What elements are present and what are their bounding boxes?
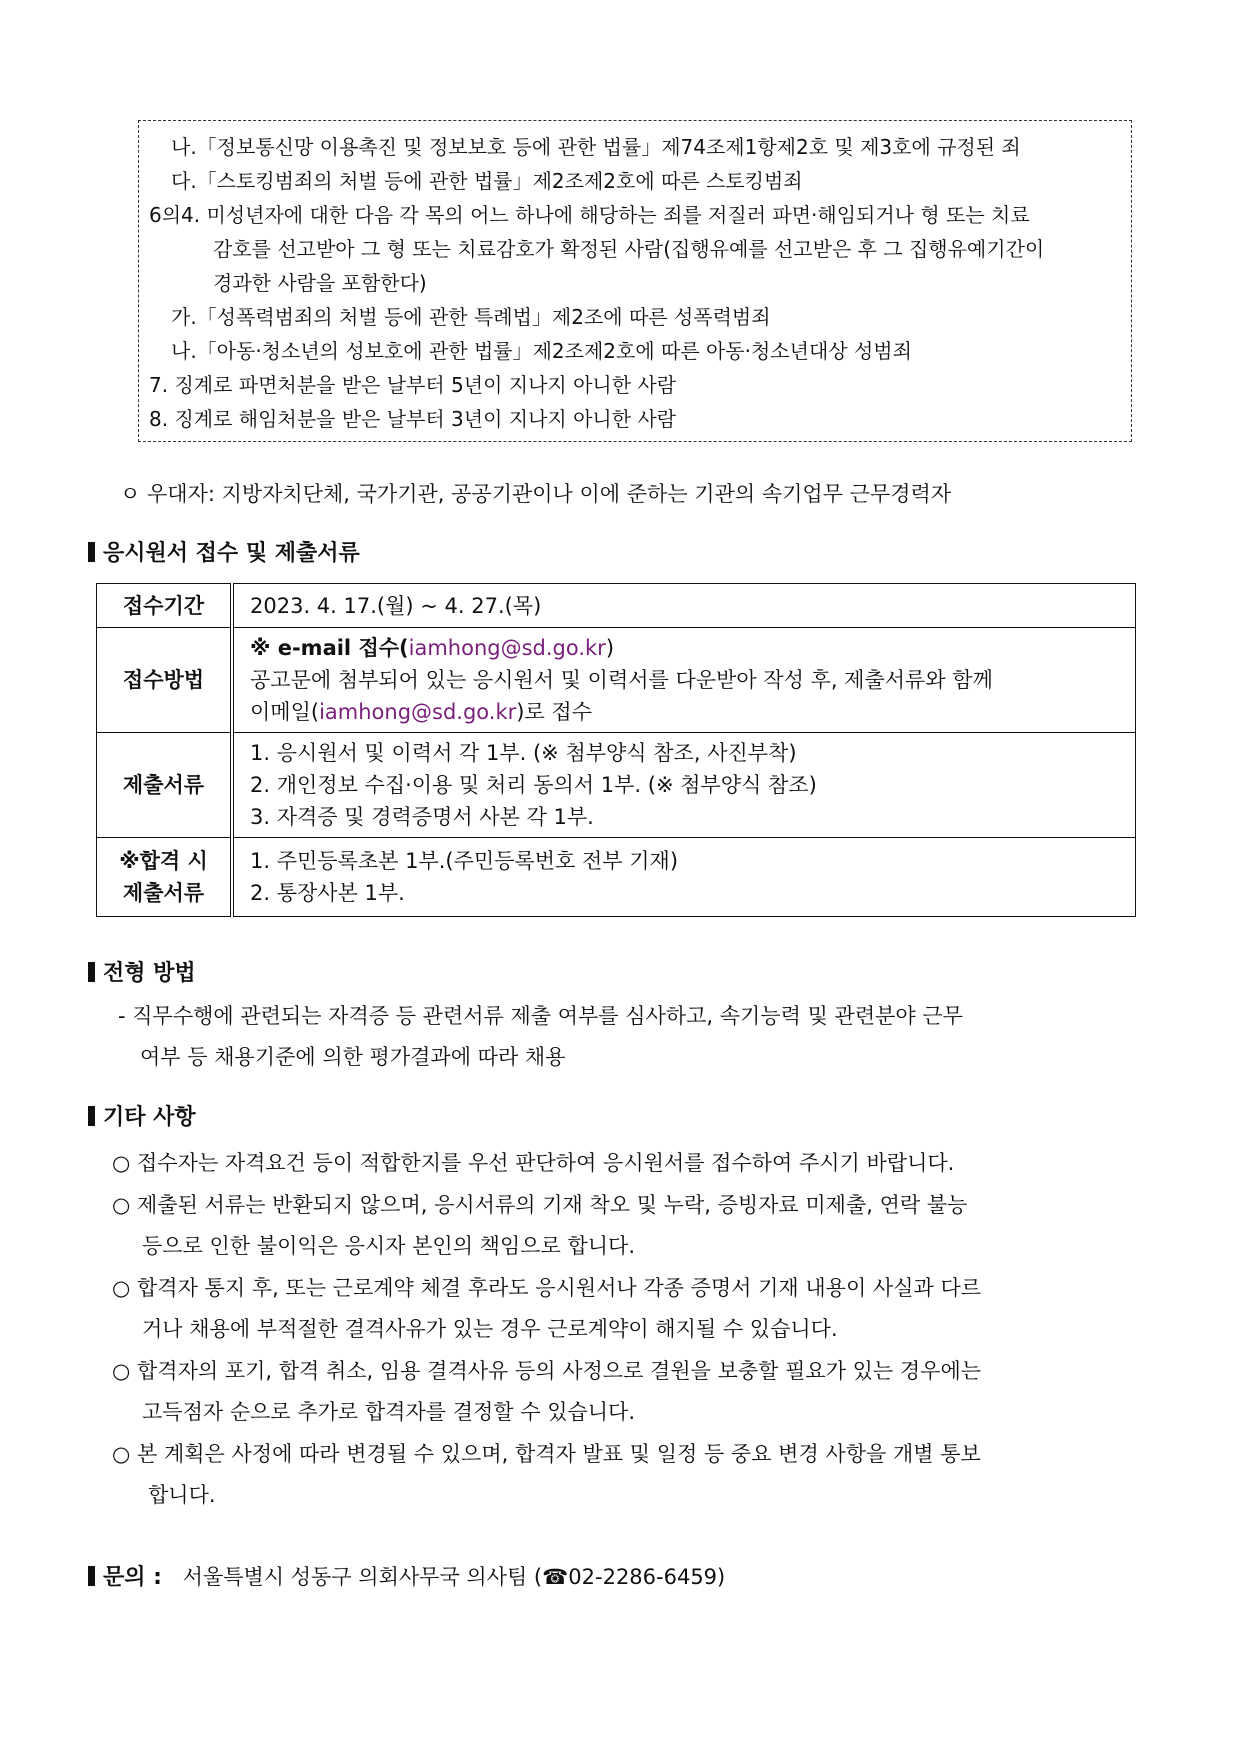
table-row: [97, 733, 1136, 838]
email-link[interactable]: iamhong@sd.go.kr: [319, 700, 517, 724]
other-item: 고득점자 순으로 추가로 합격자를 결정할 수 있습니다.: [142, 1400, 636, 1424]
contact-text: 서울특별시 성동구 의회사무국 의사팀 (☎02-2286-6459): [182, 1565, 726, 1589]
heading-bar: [88, 542, 95, 562]
table-row: [97, 838, 1136, 917]
row-label: [97, 838, 233, 917]
other-item: 합니다.: [148, 1483, 216, 1507]
section-heading-other: [88, 1100, 196, 1131]
row-value: [232, 733, 1136, 838]
submission-table: [96, 583, 1136, 917]
heading-bar: [88, 1566, 95, 1586]
box-line: 8. 징계로 해임처분을 받은 날부터 3년이 지나지 아니한 사람: [149, 407, 677, 431]
section-heading-application: [88, 536, 360, 567]
method-line: [250, 632, 1135, 664]
contact-label-text: 문의 :: [103, 1565, 162, 1590]
row-value: 2023. 4. 17.(월) ~ 4. 27.(목): [232, 584, 1136, 628]
table-row: [97, 584, 1136, 628]
doc-item: 3. 자격증 및 경력증명서 사본 각 1부.: [250, 805, 594, 829]
other-item: 등으로 인한 불이익은 응시자 본인의 책임으로 합니다.: [142, 1234, 636, 1258]
heading-bar: [88, 1106, 95, 1126]
section-heading-selection: [88, 956, 196, 987]
method-line: [250, 696, 1135, 728]
method-prefix: 이메일(: [250, 700, 320, 724]
row-label: 접수방법: [97, 628, 233, 733]
contact-line: [88, 1560, 725, 1591]
method-line: 공고문에 첨부되어 있는 응시원서 및 이력서를 다운받아 작성 후, 제출서류와 함께: [250, 668, 993, 692]
heading-bar: [88, 962, 95, 982]
other-item: ○ 본 계획은 사정에 따라 변경될 수 있으며, 합격자 발표 및 일정 등 중요 변경 사항을 개별 통보: [112, 1442, 981, 1466]
other-item: 거나 채용에 부적절한 결격사유가 있는 경우 근로계약이 해지될 수 있습니다.: [142, 1317, 838, 1341]
doc-item: 1. 주민등록초본 1부.(주민등록번호 전부 기재): [250, 849, 679, 873]
row-value: [232, 628, 1136, 733]
heading-text: 전형 방법: [103, 961, 196, 986]
method-suffix: )로 접수: [516, 700, 592, 724]
contact-label: [88, 1565, 162, 1590]
doc-item: 2. 개인정보 수집·이용 및 처리 동의서 1부. (※ 첨부양식 참조): [250, 773, 817, 797]
box-line: 나.「아동·청소년의 성보호에 관한 법률」제2조제2호에 따른 아동·청소년대상 성범죄: [171, 339, 912, 363]
row-value: [232, 838, 1136, 917]
row-label: 제출서류: [97, 733, 233, 838]
row-label: 접수기간: [97, 584, 233, 628]
box-line: 다.「스토킹범죄의 처벌 등에 관한 법률」제2조제2호에 따른 스토킹범죄: [171, 169, 803, 193]
method-suffix: ): [605, 636, 615, 660]
box-line: 나.「정보통신망 이용촉진 및 정보보호 등에 관한 법률」제74조제1항제2호 및 제3호에 규정된 죄: [171, 135, 1021, 159]
pass-label-line: 제출서류: [122, 881, 205, 905]
box-line: 7. 징계로 파면처분을 받은 날부터 5년이 지나지 아니한 사람: [149, 373, 677, 397]
disqualification-box: [138, 120, 1132, 442]
other-item: ○ 제출된 서류는 반환되지 않으며, 응시서류의 기재 착오 및 누락, 증빙자료 미제출, 연락 불능: [112, 1193, 968, 1217]
box-line: 가.「성폭력범죄의 처벌 등에 관한 특례법」제2조에 따른 성폭력범죄: [171, 305, 771, 329]
box-line: 6의4. 미성년자에 대한 다음 각 목의 어느 하나에 해당하는 죄를 저질러 파면·해임되거나 형 또는 치료: [149, 203, 1030, 227]
doc-item: 1. 응시원서 및 이력서 각 1부. (※ 첨부양식 참조, 사진부착): [250, 741, 797, 765]
table-row: [97, 628, 1136, 733]
heading-text: 기타 사항: [103, 1105, 196, 1130]
box-line: 감호를 선고받아 그 형 또는 치료감호가 확정된 사람(집행유예를 선고받은 후 그 집행유예기간이: [213, 237, 1045, 261]
box-line: 경과한 사람을 포함한다): [213, 271, 427, 295]
selection-line: 여부 등 채용기준에 의한 평가결과에 따라 채용: [140, 1045, 566, 1069]
heading-text: 응시원서 접수 및 제출서류: [103, 541, 360, 566]
email-link[interactable]: iamhong@sd.go.kr: [408, 636, 606, 660]
pass-label-line: ※합격 시: [119, 849, 208, 873]
other-item: ○ 합격자의 포기, 합격 취소, 임용 결격사유 등의 사정으로 결원을 보충할 필요가 있는 경우에는: [112, 1359, 982, 1383]
selection-line: - 직무수행에 관련되는 자격증 등 관련서류 제출 여부를 심사하고, 속기능력 및 관련분야 근무: [118, 1004, 963, 1028]
other-item: ○ 접수자는 자격요건 등이 적합한지를 우선 판단하여 응시원서를 접수하여 주시기 바랍니다.: [112, 1151, 955, 1175]
preference-line: ㅇ 우대자: 지방자치단체, 국가기관, 공공기관이나 이에 준하는 기관의 속기업무 근무경력자: [120, 482, 952, 506]
doc-item: 2. 통장사본 1부.: [250, 881, 405, 905]
other-item: ○ 합격자 통지 후, 또는 근로계약 체결 후라도 응시원서나 각종 증명서 기재 내용이 사실과 다르: [112, 1276, 982, 1300]
method-prefix: ※ e-mail 접수(: [250, 636, 409, 660]
